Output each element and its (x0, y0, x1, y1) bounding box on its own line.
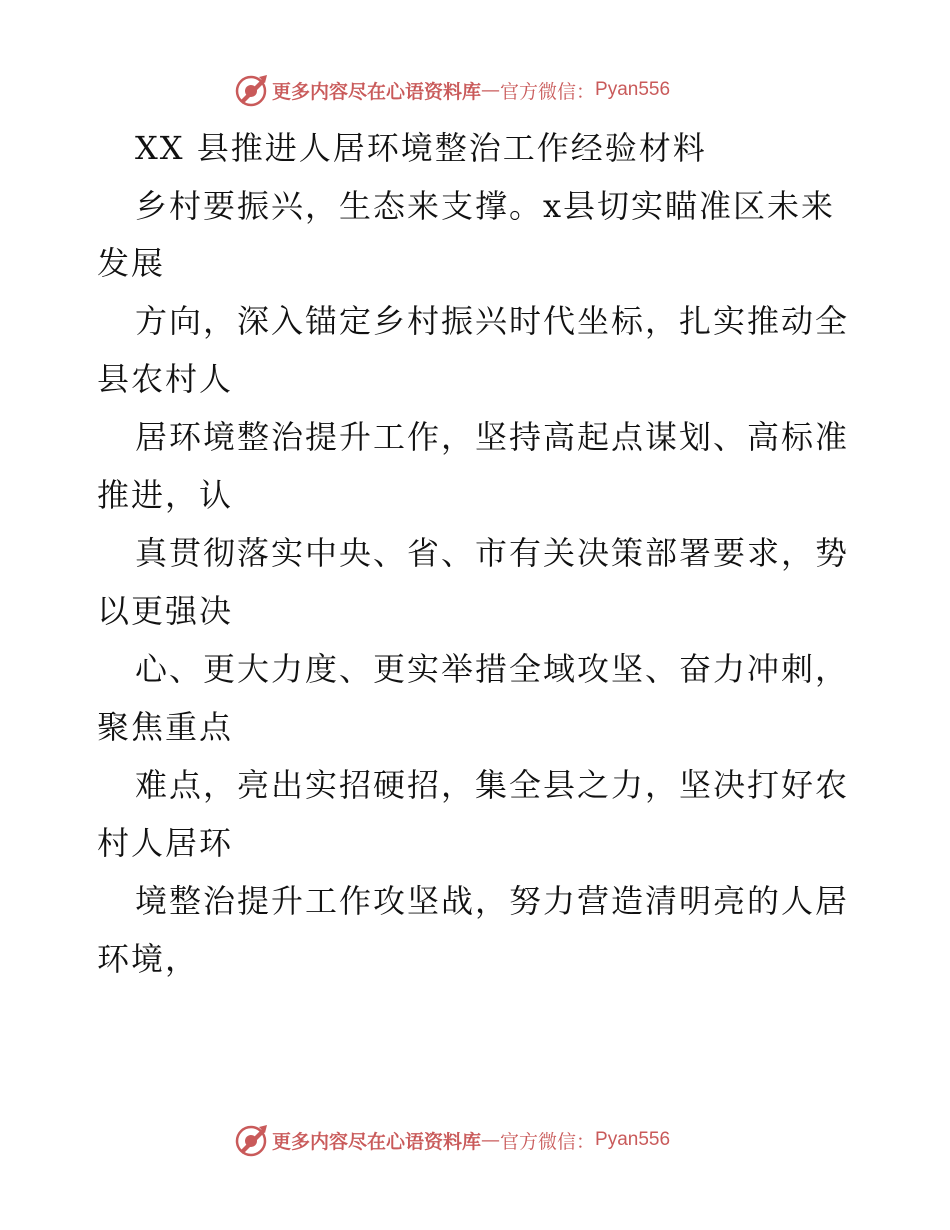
watermark-id: Pyan556 (595, 79, 671, 100)
paragraph-line: 发展 (97, 244, 166, 282)
watermark-brand: 更多内容尽在心语资料库 (272, 1130, 482, 1153)
paragraph-line: 以更强决 (97, 592, 234, 630)
watermark-id: Pyan556 (595, 1129, 671, 1150)
paragraph-line: 心、更大力度、更实举措全域攻坚、奋力冲刺， (135, 650, 850, 688)
watermark-dash: — (481, 1129, 501, 1151)
paragraph-line: 乡村要振兴，生态来支撑。x县切实瞄准区未来 (135, 187, 836, 225)
watermark-label: 官方微信： (500, 1130, 596, 1153)
paragraph-line: 环境， (97, 940, 200, 978)
paragraph-line: 居环境整治提升工作，坚持高起点谋划、高标准 (135, 418, 850, 456)
watermark-dash: — (481, 79, 501, 101)
watermark-brand: 更多内容尽在心语资料库 (272, 80, 482, 103)
paragraph-line: 方向，深入锚定乡村振兴时代坐标，扎实推动全 (135, 302, 850, 340)
document-title: XX 县推进人居环境整治工作经验材料 (135, 129, 707, 167)
pen-logo-icon (232, 1121, 270, 1159)
paragraph-line: 村人居环 (97, 824, 234, 862)
paragraph-line: 县农村人 (97, 360, 234, 398)
paragraph-line: 难点，亮出实招硬招，集全县之力，坚决打好农 (135, 766, 850, 804)
paragraph-line: 真贯彻落实中央、省、市有关决策部署要求，势 (135, 534, 850, 572)
watermark-header (232, 70, 670, 110)
watermark-footer (232, 1120, 670, 1160)
paragraph-line: 聚焦重点 (97, 708, 234, 746)
paragraph-line: 推进，认 (97, 476, 234, 514)
watermark-label: 官方微信： (500, 80, 596, 103)
pen-logo-icon (232, 71, 270, 109)
paragraph-line: 境整治提升工作攻坚战，努力营造清明亮的人居 (135, 882, 850, 920)
